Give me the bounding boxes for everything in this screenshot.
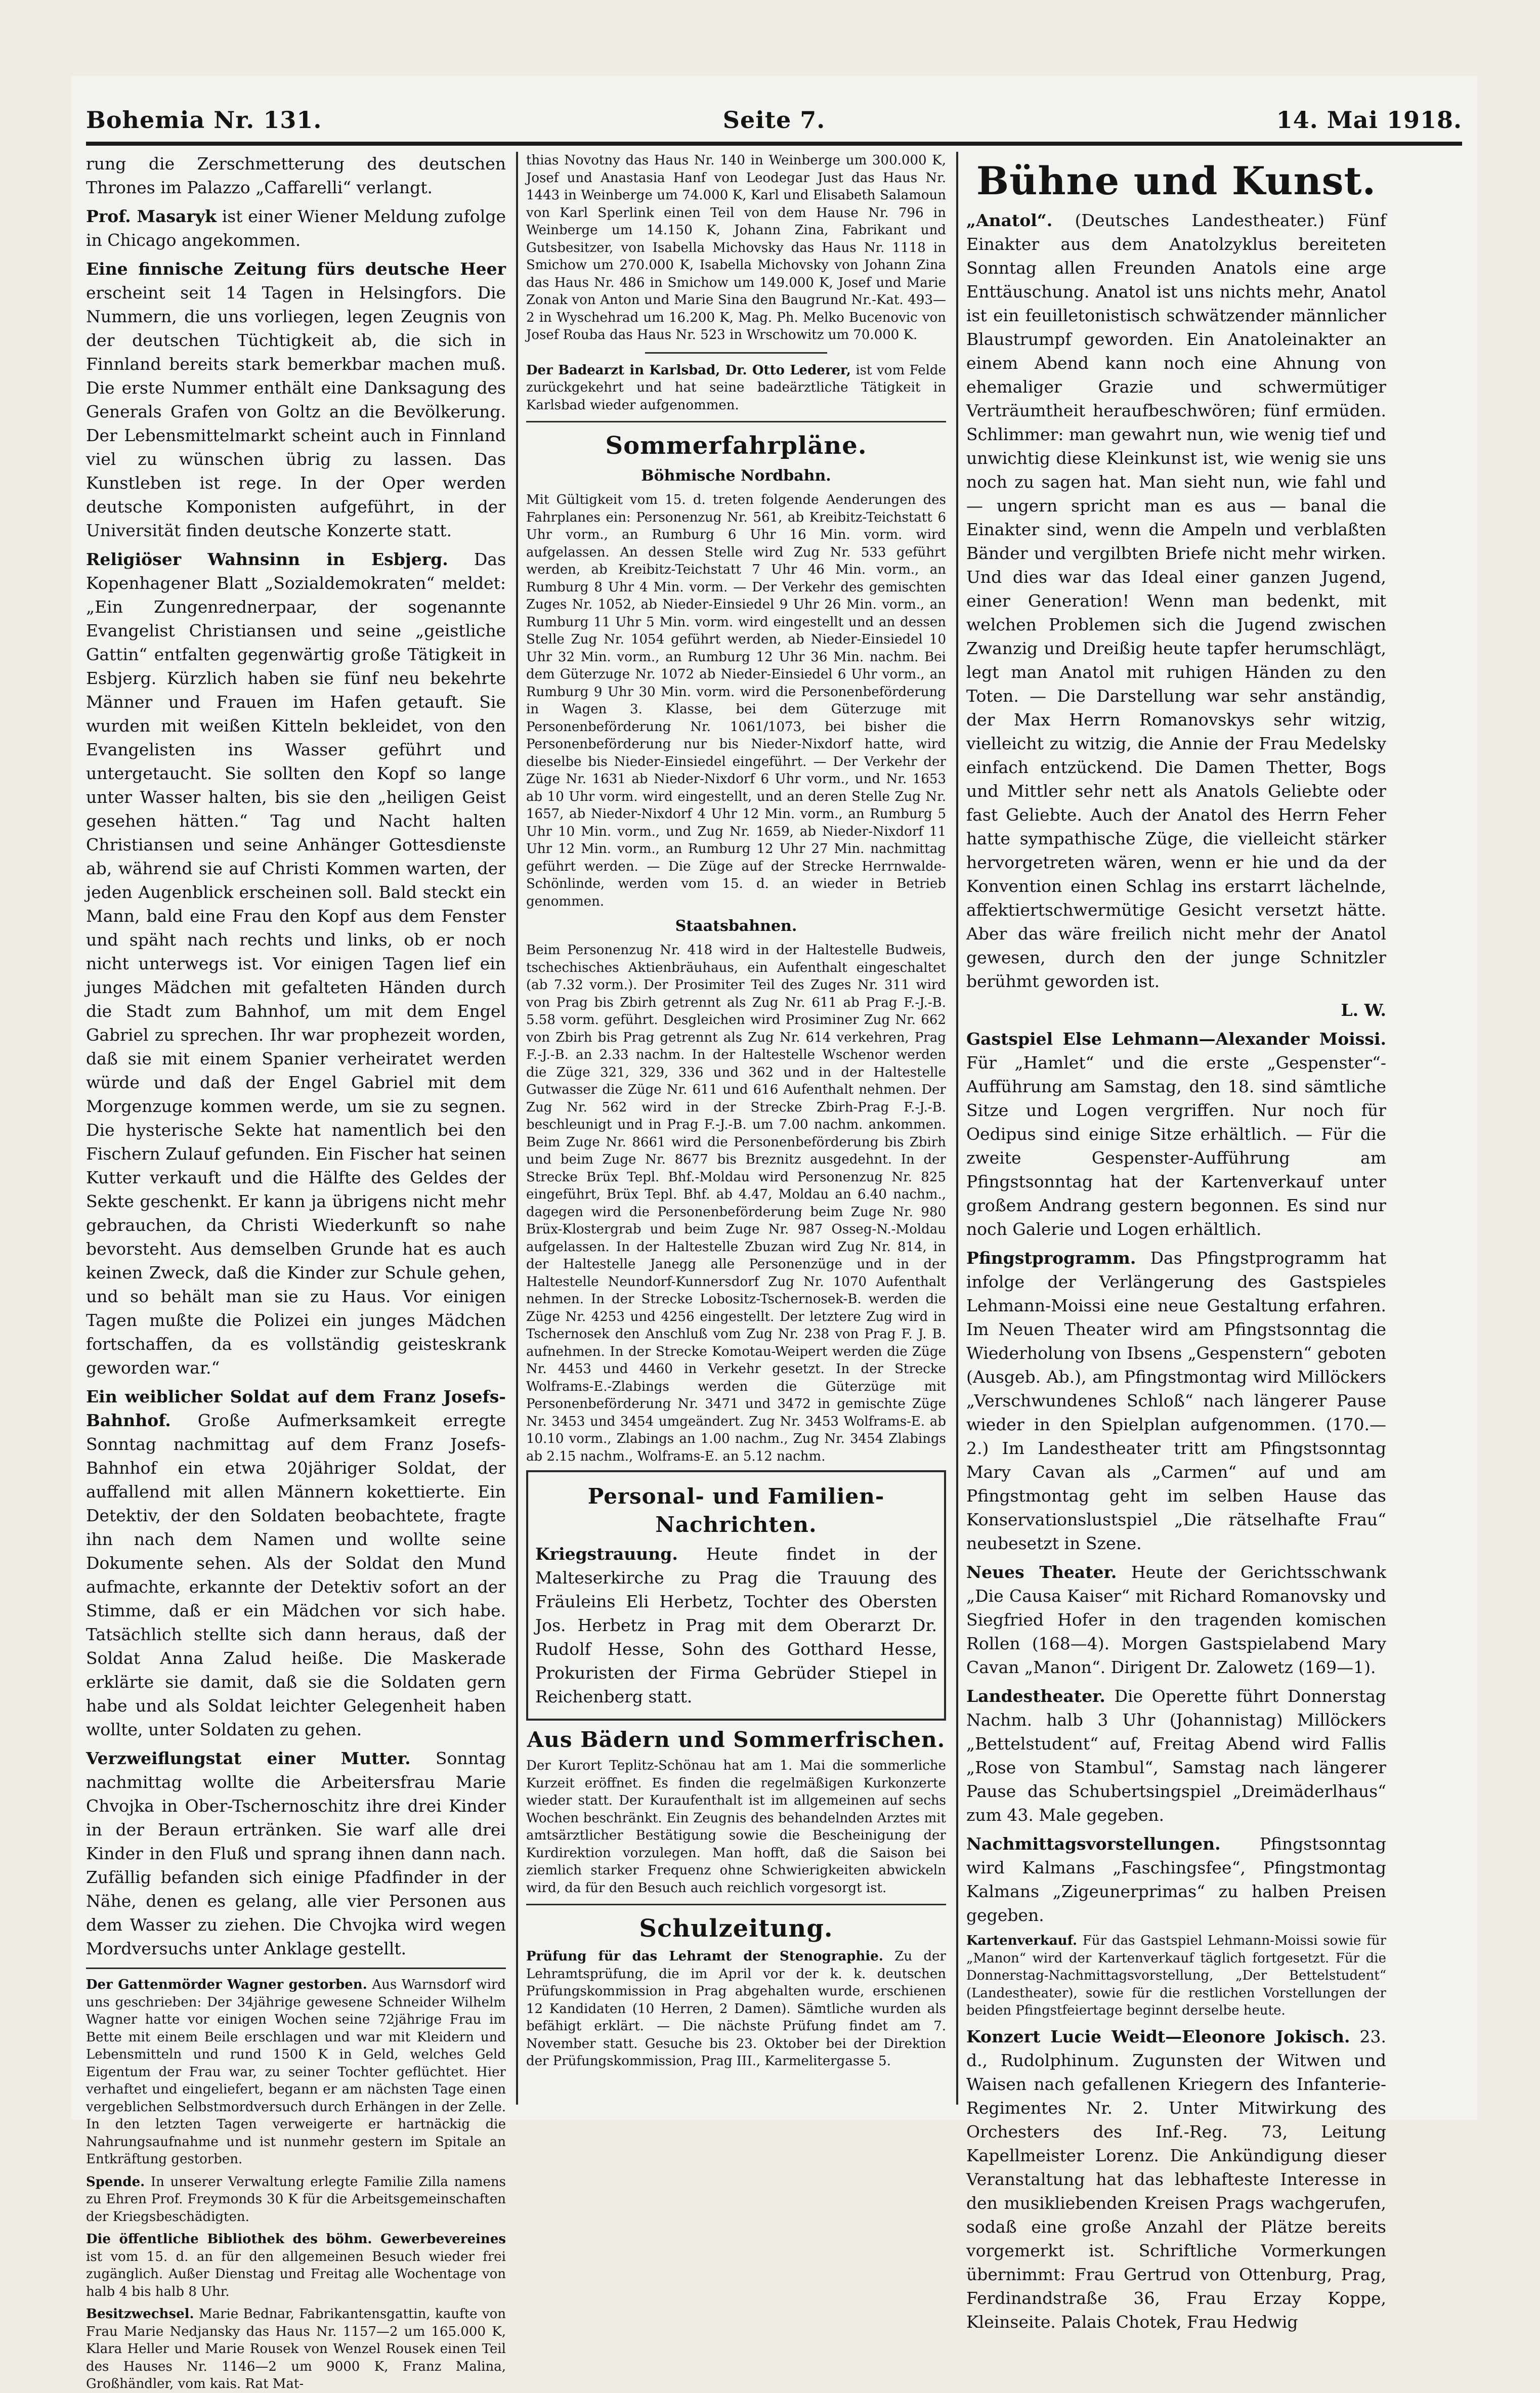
- header-page-number: Seite 7.: [722, 106, 826, 134]
- header-issue: Bohemia Nr. 131.: [86, 106, 322, 134]
- notice-paragraph: Kartenverkauf. Für das Gastspiel Lehmann-Moissi sowie für „Manon“ wird der Kartenverkauf täglich fortgesetzt. Für die Donnerstag-Nachmittagsvorstellung, „Der Bettelstudent“ (Landestheater), sowie für die restlichen Vorstellungen der beiden Pfingstfeiertage beginnt derselbe heute.: [966, 1933, 1386, 2018]
- section-title-baeder: Aus Bädern und Sommerfrischen.: [527, 1727, 946, 1752]
- column-rule-1: [516, 152, 518, 2105]
- divider: [526, 1904, 946, 1905]
- subsection-title-staatsbahnen: Staatsbahnen.: [675, 917, 797, 935]
- divider: [526, 421, 946, 422]
- author-signature: L. W.: [1341, 1000, 1386, 1020]
- notice-paragraph: Spende. In unserer Verwaltung erlegte Familie Zilla namens zu Ehren Prof. Freymonds 30 K für die Arbeitsgemeinschaften der Kriegsbeschädigten.: [86, 2174, 506, 2225]
- timetable-paragraph: Mit Gültigkeit vom 15. d. treten folgende Aenderungen des Fahrplanes ein: Personenzug Nr. 561, ab Kreibitz-Teichstatt 6 Uhr vorm., an Rumburg 6 Uhr 16 Min. vorm. wird aufgelassen. An dessen Stelle wird Zug Nr. 533 geführt werden, ab Kreibitz-Teichstatt 7 Uhr 46 Min. vorm., an Rumburg 8 Uhr 4 Min. vorm. — Der Verkehr des gemischten Zuges Nr. 1052, ab Nieder-Einsiedel 9 Uhr 26 Min. vorm., an Rumburg 11 Uhr 5 Min. vorm. wird eingestellt und an dessen Stelle Zug Nr. 1054 geführt werden, ab Nieder-Einsiedel 10 Uhr 32 Min. vorm., an Rumburg 12 Uhr 36 Min. nachm. Bei dem Güterzuge Nr. 1072 ab Nieder-Einsiedel 6 Uhr vorm., an Rumburg 9 Uhr 30 Min. vorm. wird die Personenbeförderung in Wagen 3. Klasse, bei dem Güterzuge mit Personenbeförderung Nr. 1061/1073, bei bisher die Personenbeförderung nur bis Nieder-Nixdorf hatte, wird dieselbe bis Nieder-Einsiedel eingeführt. — Der Verkehr der Züge Nr. 1631 ab Nieder-Nixdorf 6 Uhr vorm., und Nr. 1653 ab 10 Uhr vorm. wird eingestellt, und an deren Stelle Zug Nr. 1657, ab Nieder-Nixdorf 4 Uhr 12 Min. vorm., an Rumburg 5 Uhr 10 Min. vorm., und Zug Nr. 1659, ab Nieder-Nixdorf 11 Uhr 12 Min. vorm., an Rumburg 12 Uhr 27 Min. nachmittag geführt werden. — Die Züge auf der Strecke Herrnwalde-Schönlinde, werden vom 15. d. an wieder in Betrieb genommen.: [526, 492, 946, 909]
- notice-paragraph: Besitzwechsel. Marie Bednar, Fabrikantensgattin, kaufte von Frau Marie Nedjansky das Haus Nr. 1157—2 um 165.000 K, Klara Heller und Marie Rousek von Wenzel Rousek einen Teil des Hauses Nr. 1146—2 um 9000 K, Franz Malina, Großhändler, vom kais. Rat Mat-: [86, 2306, 506, 2391]
- column-rule-2: [956, 152, 958, 2105]
- article-paragraph: rung die Zerschmetterung des deutschen Thrones im Palazzo „Caffarelli“ verlangt.: [86, 154, 506, 197]
- column-1: [86, 152, 506, 2391]
- newspaper-page: [71, 76, 1477, 2391]
- article-paragraph: Pfingstprogramm. Das Pfingstprogramm hat infolge der Verlängerung des Gastspieles Lehmann-Moissi eine neue Gestaltung erfahren. Im Neuen Theater wird am Pfingstsonntag die Wiederholung von Ibsens „Gespenstern“ geboten (Ausgeb. Ab.), am Pfingstmontag wird Millöckers „Verschwundenes Schloß“ nach längerer Pause wieder in den Spielplan aufgenommen. (170.—2.) Im Landestheater tritt am Pfingstsonntag Mary Cavan als „Carmen“ auf und am Pfingstmontag geht im selben Hause das Konservationslustspiel „Die rätselhafte Frau“ neubesetzt in Szene.: [966, 1248, 1386, 1553]
- article-paragraph: Neues Theater. Heute der Gerichtsschwank „Die Causa Kaiser“ mit Richard Romanovsky und Siegfried Hofer in den tragenden komischen Rollen (168—4). Morgen Gastspielabend Mary Cavan „Manon“. Dirigent Dr. Zalowetz (169—1).: [966, 1562, 1386, 1677]
- section-title-buehne: Bühne und Kunst.: [976, 158, 1377, 203]
- notice-paragraph: Der Kurort Teplitz-Schönau hat am 1. Mai die sommerliche Kurzeit eröffnet. Es finden die regelmäßigen Kurkonzerte wieder statt. Der Kuraufenthalt ist im allgemeinen auf sechs Wochen beschränkt. Ein Zeugnis des behandelnden Arztes mit amtsärztlicher Bestätigung sowie die Bescheinigung der Kurdirektion vorzulegen. Man hofft, daß die Saison bei ziemlich starker Frequenz ohne Schwierigkeiten abwickeln wird, da für den Besuch auch reichlich vorgesorgt ist.: [526, 1758, 946, 1896]
- notice-paragraph: Der Gattenmörder Wagner gestorben. Aus Warnsdorf wird uns geschrieben: Der 34jährige gewesene Schneider Wilhelm Wagner hatte vor einigen Wochen seine 72jährige Frau im Bette mit einem Beile erschlagen und war mit Kleidern und Lebensmitteln und rund 1500 K in Geld, welches Geld Eigentum der Frau war, zu seiner Tochter geflüchtet. Hier verhaftet und eingeliefert, begann er am nächsten Tage einen vergeblichen Selbstmordversuch durch Erhängen in der Zelle. In den letzten Tagen verweigerte er hartnäckig die Nahrungsaufnahme und ist nunmehr gestern im Spitale an Entkräftung gestorben.: [86, 1977, 506, 2167]
- section-title-personal: Personal- und Familien-Nachrichten.: [587, 1484, 885, 1537]
- divider: [645, 352, 827, 354]
- section-title-schulzeitung: Schulzeitung.: [639, 1914, 833, 1943]
- column-3: [966, 152, 1386, 2332]
- article-paragraph: Eine finnische Zeitung fürs deutsche Heer erscheint seit 14 Tagen in Helsingfors. Die Nummern, die uns vorliegen, legen Zeugnis von der deutschen Tüchtigkeit ab, die sich in Finnland bereits stark bemerkbar machen muß. Die erste Nummer enthält eine Danksagung des Generals Grafen von Goltz an die Bevölkerung. Der Lebensmittelmarkt scheint auch in Finnland viel zu wünschen übrig zu lassen. Das Kunstleben ist rege. In der Oper werden deutsche Komponisten aufgeführt, in der Universität finden deutsche Konzerte statt.: [86, 259, 506, 540]
- article-paragraph: Ein weiblicher Soldat auf dem Franz Josefs-Bahnhof. Große Aufmerksamkeit erregte Sonntag nachmittag auf dem Franz Josefs-Bahnhof ein etwa 20jähriger Soldat, der auffallend mit allen Männern kokettierte. Ein Detektiv, der den Soldaten beobachtete, fragte ihn nach dem Namen und wollte seine Dokumente sehen. Als der Soldat den Mund aufmachte, erkannte der Detektiv sofort an der Stimme, daß er ein Mädchen vor sich habe. Tatsächlich stellte sich dann heraus, daß der Soldat Anna Zalud heiße. Die Maskerade erklärte sie damit, daß sie die Soldaten gern habe und als Soldat leichter Gelegenheit haben wollte, unter Soldaten zu gehen.: [86, 1387, 506, 1739]
- article-paragraph: Religiöser Wahnsinn in Esbjerg. Das Kopenhagener Blatt „Sozialdemokraten“ meldet: „Ein Zungenrednerpaar, der sogenannte Evangelist Christiansen und seine „geistliche Gattin“ entfalten gegenwärtig große Tätigkeit in Esbjerg. Kürzlich haben sie fünf neu bekehrte Männer und Frauen im Hafen getauft. Sie wurden mit weißen Kitteln bekleidet, von den Evangelisten ins Wasser geführt und untergetaucht. Sie sollten den Kopf so lange unter Wasser halten, bis sie den „heiligen Geist gesehen hätten.“ Tag und Nacht halten Christiansen und seine Anhänger Gottesdienste ab, während sie auf Christi Kommen warten, der jeden Augenblick erscheinen soll. Bald steckt ein Mann, bald eine Frau den Kopf aus dem Fenster und späht nach rechts und links, ob er noch nicht unterwegs ist. Vor einigen Tagen lief ein junges Mädchen mit gefalteten Händen durch die Stadt zum Bahnhof, um mit dem Engel Gabriel zu sprechen. Ihr war prophezeit worden, daß sie mit einem Spanier verheiratet werden würde und daß der Engel Gabriel mit dem Morgenzuge kommen werde, um sie zu segnen. Die hysterische Sekte hat namentlich bei den Fischern Zulauf gefunden. Ein Fischer hat seinen Kutter verkauft und die Hälfte des Geldes der Sekte geschenkt. Er kann ja übrigens nicht mehr gebrauchen, da Christi Wiederkunft so nahe bevorsteht. Aus demselben Grunde hat es auch keinen Zweck, daß die Kinder zur Schule gehen, und so behält man sie zu Haus. Vor einigen Tagen mußte die Polizei ein junges Mädchen fortschaffen, da es vollständig geisteskrank geworden war.“: [86, 549, 506, 1378]
- divider: [86, 1968, 506, 1969]
- personal-news-box: [526, 1470, 946, 1721]
- article-paragraph: Prof. Masaryk ist einer Wiener Meldung zufolge in Chicago angekommen.: [86, 206, 506, 250]
- article-paragraph: „Anatol“. (Deutsches Landestheater.) Fünf Einakter aus dem Anatolzyklus bereiteten Sonntag allen Freunden Anatols eine arge Enttäuschung. Anatol ist uns nichts mehr, Anatol ist ein feuilletonistisch schwätzender männlicher Blaustrumpf geworden. Ein Anatoleinakter an einem Abend kann noch eine Ahnung von ehemaliger Grazie und schwermütiger Verträumtheit heraufbeschwören; fünf ermüden. Schlimmer: man gewahrt nun, wie wenig tief und unwichtig diese Kleinkunst ist, wie wenig sie uns noch zu sagen hat. Man sieht nun, wie fahl und — ungern spricht man es aus — banal die Einakter sind, wenn die Ampeln und verblaßten Bänder und vergilbten Briefe nicht mehr wirken. Und dies war das Ideal einer ganzen Jugend, einer Generation! Wenn man bedenkt, mit welchen Problemen sich die Jugend zwischen Zwanzig und Dreißig heute tapfer herumschlägt, legt man Anatol mit ruhigen Händen zu den Toten. — Die Darstellung war sehr anständig, der Max Herrn Romanovskys sehr witzig, vielleicht zu witzig, die Annie der Frau Medelsky einfach entzückend. Die Damen Thetter, Bogs und Mittler sehr nett als Anatols Geliebte oder fast Geliebte. Auch der Anatol des Herrn Feher hatte sympathische Züge, die vielleicht stärker hervorgetreten wären, wenn er hie und da der Konvention einen Schlag ins erstarrt lächelnde, affektiertschwermütige Gesicht versetzt hätte. Aber das wäre freilich nicht mehr der Anatol gewesen, durch den der junge Schnitzler berühmt geworden ist.: [966, 210, 1386, 991]
- article-paragraph: Gastspiel Else Lehmann—Alexander Moissi. Für „Hamlet“ und die erste „Gespenster“-Aufführung am Samstag, den 18. sind sämtliche Sitze und Logen vergriffen. Nur noch für Oedipus sind einige Sitze erhältlich. — Für die zweite Gespenster-Aufführung am Pfingstsonntag hat der Kartenverkauf unter großem Andrang gestern begonnen. Es sind nur noch Galerie und Logen erhältlich.: [966, 1029, 1386, 1239]
- article-paragraph: Kriegstrauung. Heute findet in der Malteserkirche zu Prag die Trauung des Fräuleins Eli Herbetz, Tochter des Obersten Jos. Herbetz in Prag mit dem Oberarzt Dr. Rudolf Hesse, Sohn des Gotthard Hesse, Prokuristen der Firma Gebrüder Stiepel in Reichenberg statt.: [535, 1544, 937, 1706]
- page-header: [86, 96, 1462, 146]
- article-paragraph: Konzert Lucie Weidt—Eleonore Jokisch. 23. d., Rudolphinum. Zugunsten der Witwen und Waisen nach gefallenen Kriegern des Infanterie-Regimentes Nr. 2. Unter Mitwirkung des Orchesters des Inf.-Reg. 73, Leitung Kapellmeister Lorenz. Die Ankündigung dieser Veranstaltung hat das lebhafteste Interesse in den musikliebenden Kreisen Prags wachgerufen, sodaß eine große Anzahl der Plätze bereits vorgemerkt ist. Schriftliche Vormerkungen übernimmt: Frau Gertrud von Ottenburg, Prag, Ferdinandstraße 36, Frau Erzay Koppe, Kleinseite. Palais Chotek, Frau Hedwig: [966, 2026, 1386, 2332]
- section-title-sommerfahrplaene: Sommerfahrpläne.: [605, 432, 867, 460]
- notice-paragraph: Prüfung für das Lehramt der Stenographie. Zu der Lehramtsprüfung, die im April vor der k. k. deutschen Prüfungskommission in Prag abgehalten wurde, erschienen 12 Kandidaten (10 Herren, 2 Damen). Sämtliche wurden als befähigt erklärt. — Die nächste Prüfung findet am 7. November statt. Gesuche bis 23. Oktober bei der Direktion der Prüfungskommission, Prag III., Karmelitergasse 5.: [526, 1949, 946, 2069]
- notice-paragraph: Der Badearzt in Karlsbad, Dr. Otto Lederer, ist vom Felde zurückgekehrt und hat seine badeärztliche Tätigkeit in Karlsbad wieder aufgenommen.: [526, 362, 946, 413]
- subsection-title-nordbahn: Böhmische Nordbahn.: [641, 467, 831, 485]
- article-paragraph: Nachmittagsvorstellungen. Pfingstsonntag wird Kalmans „Faschingsfee“, Pfingstmontag Kalmans „Zigeunerprimas“ zu halben Preisen gegeben.: [966, 1834, 1386, 1925]
- article-paragraph: Verzweiflungstat einer Mutter. Sonntag nachmittag wollte die Arbeitersfrau Marie Chvojka in Ober-Tschernoschitz ihre drei Kinder in der Beraun ertränken. Sie warf alle drei Kinder in den Fluß und sprang ihnen dann nach. Zufällig befanden sich einige Pfadfinder in der Nähe, denen es gelang, alle vier Personen aus dem Wasser zu ziehen. Die Chvojka wird wegen Mordversuchs unter Anklage gestellt.: [86, 1748, 506, 1958]
- timetable-paragraph: Beim Personenzug Nr. 418 wird in der Haltestelle Budweis, tschechisches Aktienbräuhaus, ein Aufenthalt eingeschaltet (ab 7.32 vorm.). Der Prosimiter Teil des Zuges Nr. 311 wird von Prag bis Zbirh getrennt als Zug Nr. 611 ab Prag F.-J.-B. 5.58 vorm. geführt. Desgleichen wird Prosiminer Zug Nr. 662 von Zbirh bis Prag getrennt als Zug Nr. 614 verkehren, Prag F.-J.-B. an 2.33 nachm. In der Haltestelle Wschenor werden die Züge 321, 329, 336 und 362 und in der Haltestelle Gutwasser die Züge Nr. 611 und 616 Aufenthalt nehmen. Der Zug Nr. 562 wird in der Strecke Zbirh-Prag F.-J.-B. beschleunigt und in Prag F.-J.-B. um 7.00 nachm. ankommen. Beim Zuge Nr. 8661 wird die Personenbeförderung bis Zbirh und beim Zuge Nr. 8677 bis Breznitz ausgedehnt. In der Strecke Brüx Tepl. Bhf.-Moldau wird Personenzug Nr. 825 eingeführt, Brüx Tepl. Bhf. ab 4.47, Moldau an 6.40 nachm., dagegen wird die Personenbeförderung beim Zuge Nr. 980 Brüx-Klostergrab und beim Zuge Nr. 987 Osseg-N.-Moldau aufgelassen. In der Haltestelle Zbuzan wird Zug Nr. 814, in der Haltestelle Janegg alle Personenzüge und in der Haltestelle Neundorf-Kunnersdorf Zug Nr. 1070 Aufenthalt nehmen. In der Strecke Lobositz-Tschernosek-B. werden die Züge Nr. 4253 und 4256 eingestellt. Der letztere Zug wird in Tschernosek den Anschluß vom Zug Nr. 238 von Prag F. J. B. aufnehmen. In der Strecke Komotau-Weipert werden die Züge Nr. 4453 und 4460 in Verkehr gesetzt. In der Strecke Wolframs-E.-Zlabings werden die Güterzüge mit Personenbeförderung Nr. 3471 und 3472 in gemischte Züge Nr. 3453 und 3454 umgeändert. Zug Nr. 3453 Wolframs-E. ab 10.10 vorm., Zlabings an 1.00 nachm., Zug Nr. 3454 Zlabings ab 2.15 nachm., Wolframs-E. an 5.12 nachm.: [526, 943, 946, 1464]
- header-date: 14. Mai 1918.: [1276, 106, 1462, 134]
- notice-paragraph: Die öffentliche Bibliothek des böhm. Gewerbevereines ist vom 15. d. an für den allgemeinen Besuch wieder frei zugänglich. Außer Dienstag und Freitag alle Wochentage von halb 4 bis halb 8 Uhr.: [86, 2232, 506, 2299]
- article-paragraph: Landestheater. Die Operette führt Donnerstag Nachm. halb 3 Uhr (Johannistag) Millöckers „Bettelstudent“ auf, Freitag Abend wird Fallis „Rose von Stambul“, Samstag nach längerer Pause das Schubertsingspiel „Dreimäderlhaus“ zum 43. Male gegeben.: [966, 1686, 1386, 1825]
- column-2: [526, 152, 946, 2115]
- notice-paragraph: thias Novotny das Haus Nr. 140 in Weinberge um 300.000 K, Josef und Anastasia Hanf von Leodegar Just das Haus Nr. 1443 in Weinberge um 74.000 K, Karl und Elisabeth Salamoun von Karl Sperlink einen Teil von dem Hause Nr. 796 in Weinberge um 14.150 K, Johann Zina, Fabrikant und Gutsbesitzer, von Isabella Michovsky das Haus Nr. 1118 in Smichow um 270.000 K, Isabella Michovsky von Johann Zina das Haus Nr. 486 in Smichow um 149.000 K, Josef und Marie Zonak von Anton und Marie Sina den Baugrund Nr.-Kat. 493—2 in Wyschehrad um 16.200 K, Mag. Ph. Melko Bucenovic von Josef Rouba das Haus Nr. 523 in Wrschowitz um 70.000 K.: [526, 153, 946, 343]
